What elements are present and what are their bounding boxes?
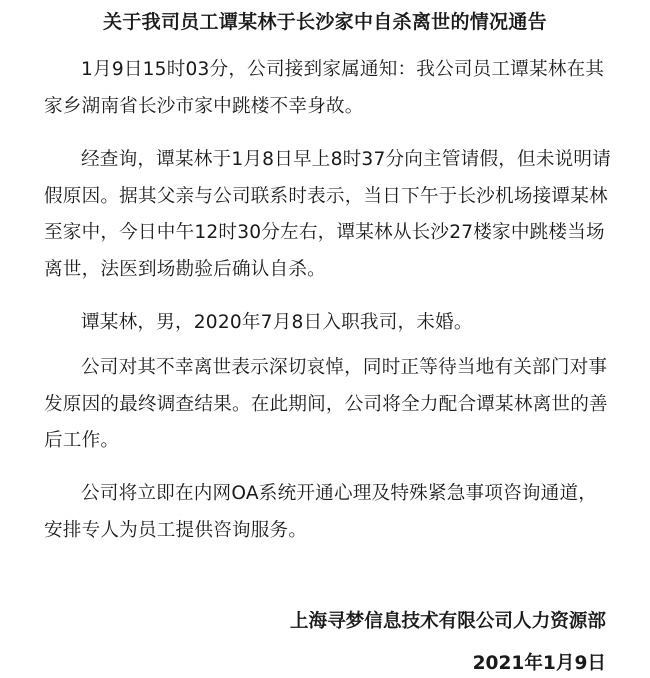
document-title: 关于我司员工谭某林于长沙家中自杀离世的情况通告: [103, 11, 547, 33]
paragraph-employee-info: 谭某林，男，2020年7月8日入职我司，未婚。: [81, 312, 473, 333]
paragraph-investigation: 经查询，谭某林于1月8日早上8时37分向主管请假，但未说明请假原因。据其父亲与公司联系时表示，当日下午于长沙机场接谭某林至家中，今日中午12时30分左右，谭某林从长沙27楼家中跳楼当场离世，法医到场勘验后确认自杀。: [44, 149, 611, 280]
paragraph-notification: 1月9日15时03分，公司接到家属通知：我公司员工谭某林在其家乡湖南省长沙市家中跳楼不幸身故。: [44, 59, 605, 117]
signature-department: 上海寻梦信息技术有限公司人力资源部: [289, 611, 606, 632]
paragraph-condolence: 公司对其不幸离世表示深切哀悼，同时正等待当地有关部门对事发原因的最终调查结果。在此期间，公司将全力配合谭某林离世的善后工作。: [44, 357, 608, 451]
signature-date: 2021年1月9日: [472, 653, 606, 674]
paragraph-support-channel: 公司将立即在内网OA系统开通心理及特殊紧急事项咨询通道，安排专人为员工提供咨询服务。: [44, 483, 598, 541]
